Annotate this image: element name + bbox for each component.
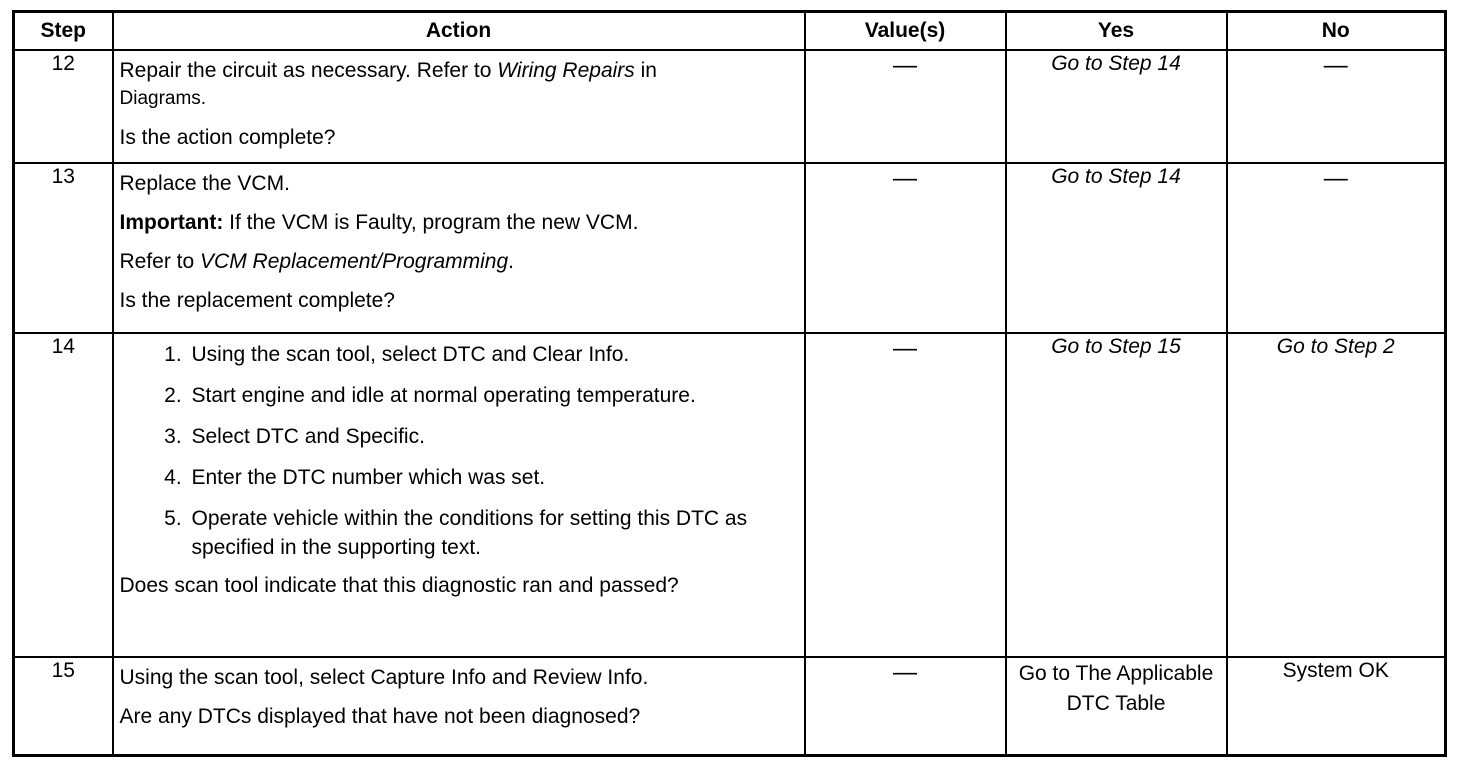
important-label: Important: <box>119 211 224 234</box>
table-row-step-13 <box>14 163 1446 333</box>
step-number: 15 <box>14 657 113 755</box>
list-item: 2. Start engine and idle at normal operating temperature. <box>188 381 796 410</box>
header-yes: Yes <box>1006 12 1227 51</box>
action-text: Using the scan tool, select Capture Info and Review Info. <box>119 666 649 689</box>
yes-text: Go to Step 15 <box>1051 335 1181 358</box>
table-row-step-14 <box>14 333 1446 657</box>
header-values: Value(s) <box>805 12 1006 51</box>
action-text-part: Diagrams. <box>119 88 207 109</box>
value-cell <box>805 657 1006 755</box>
important-note <box>120 209 796 236</box>
action-text-part: in <box>634 59 657 82</box>
value-text: — <box>893 335 917 362</box>
table-row-step-12 <box>14 50 1446 163</box>
yes-cell <box>1006 333 1227 657</box>
yes-text: Go to Step 14 <box>1051 52 1181 75</box>
no-cell <box>1227 50 1446 163</box>
action-cell <box>113 657 805 755</box>
action-question: Is the action complete? <box>119 126 336 149</box>
value-cell <box>805 50 1006 163</box>
no-text: Go to Step 2 <box>1276 335 1395 358</box>
list-item: 5. Operate vehicle within the conditions for setting this DTC as specified in the supporting text. <box>188 504 796 562</box>
header-row <box>14 12 1446 51</box>
step-number: 12 <box>14 50 113 163</box>
action-question: Is the replacement complete? <box>119 289 395 312</box>
value-text: — <box>893 165 917 192</box>
action-question: Does scan tool indicate that this diagnostic ran and passed? <box>119 574 679 597</box>
important-text: If the VCM is Faulty, program the new VCM. <box>223 211 639 234</box>
yes-cell <box>1006 657 1227 755</box>
action-text-part: Refer to <box>119 250 201 273</box>
header-no: No <box>1227 12 1446 51</box>
yes-text: Go to The Applicable DTC Table <box>1018 662 1214 715</box>
yes-text: Go to Step 14 <box>1051 165 1181 188</box>
no-text: — <box>1323 165 1348 192</box>
header-step: Step <box>14 12 113 51</box>
step-number: 14 <box>14 333 113 657</box>
no-text: — <box>1323 52 1348 79</box>
no-text: System OK <box>1282 659 1389 682</box>
action-cell <box>113 333 805 657</box>
table-row-step-15 <box>14 657 1446 755</box>
reference-link-text: Wiring Repairs <box>497 59 635 82</box>
value-text: — <box>893 659 917 686</box>
action-cell <box>113 50 805 163</box>
action-text-part: Repair the circuit as necessary. Refer to <box>119 59 498 82</box>
action-text: Replace the VCM. <box>119 172 290 195</box>
diagnostic-table <box>12 10 1447 757</box>
procedure-list <box>120 340 796 562</box>
yes-cell <box>1006 163 1227 333</box>
value-cell <box>805 333 1006 657</box>
value-text: — <box>893 52 917 79</box>
action-text-part: . <box>508 250 514 273</box>
list-item: 4. Enter the DTC number which was set. <box>188 463 796 492</box>
action-cell <box>113 163 805 333</box>
action-question: Are any DTCs displayed that have not been diagnosed? <box>119 705 641 728</box>
value-cell <box>805 163 1006 333</box>
refer-text <box>120 248 796 275</box>
list-item: 3. Select DTC and Specific. <box>188 422 796 451</box>
no-cell <box>1227 657 1446 755</box>
header-action: Action <box>113 12 805 51</box>
action-text <box>120 57 796 112</box>
no-cell <box>1227 163 1446 333</box>
step-number: 13 <box>14 163 113 333</box>
reference-link-text: VCM Replacement/Programming <box>200 250 509 273</box>
yes-cell <box>1006 50 1227 163</box>
no-cell <box>1227 333 1446 657</box>
list-item: 1. Using the scan tool, select DTC and Clear Info. <box>188 340 796 369</box>
